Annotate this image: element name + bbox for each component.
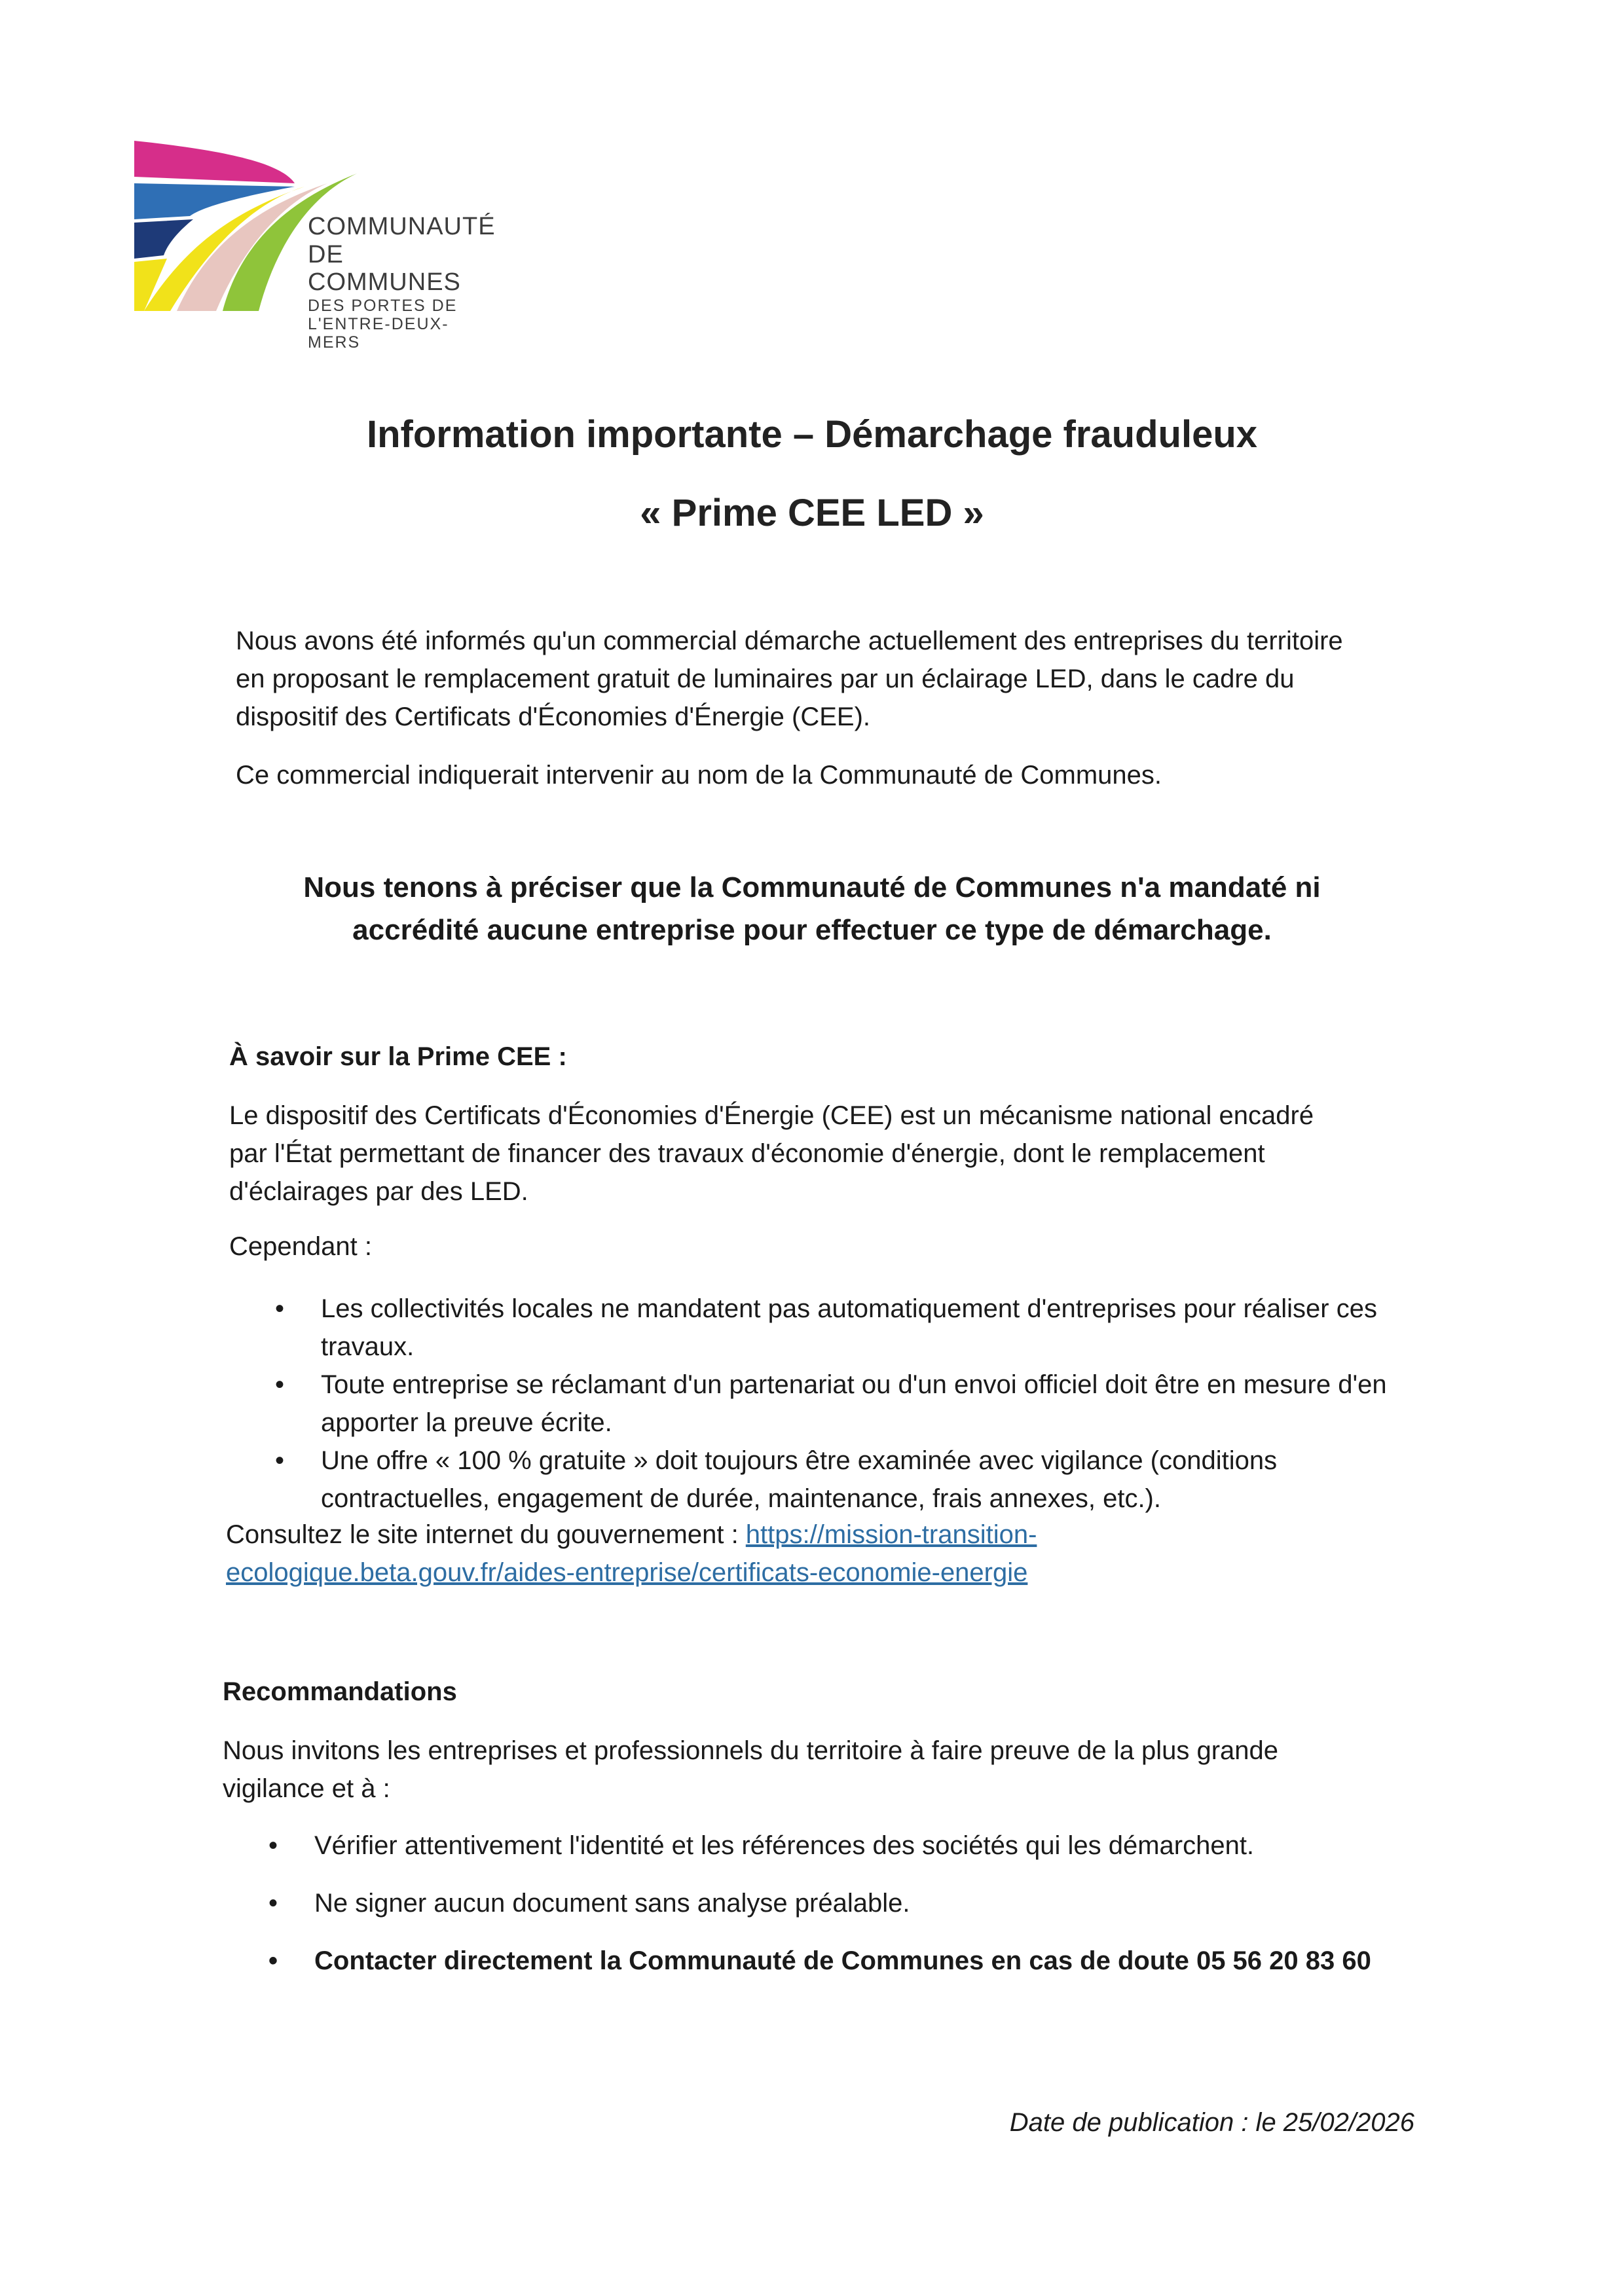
logo-line-2: DE COMMUNES — [308, 240, 461, 297]
savoir-bullet-list — [275, 1290, 1401, 1518]
logo-line-3: DES PORTES DE — [308, 296, 458, 315]
list-item-contact: • Contacter directement la Communauté de Communes en cas de doute 05 56 20 83 60 — [268, 1942, 1395, 1980]
publication-date: Date de publication : le 25/02/2026 — [1009, 2108, 1414, 2137]
logo-line-4: L'ENTRE-DEUX-MERS — [308, 314, 449, 352]
reco-heading: Recommandations — [223, 1677, 457, 1706]
logo-text — [308, 213, 498, 352]
list-item: • Vérifier attentivement l'identité et les références des sociétés qui les démarchent. — [268, 1827, 1395, 1865]
list-item: • Toute entreprise se réclamant d'un partenariat ou d'un envoi officiel doit être en mesure d'en apporter la preuve écrite. — [275, 1366, 1401, 1442]
reco-bullet-list — [268, 1827, 1395, 1980]
logo-line-1: COMMUNAUTÉ — [308, 213, 496, 240]
list-item: • Ne signer aucun document sans analyse préalable. — [268, 1884, 1395, 1922]
intro-paragraph: Nous avons été informés qu'un commercial démarche actuellement des entreprises du territoire en proposant le remplacement gratuit de luminaires par un éclairage LED, dans le cadre du dispositif des Certificats d'Économies d'Énergie (CEE). — [236, 627, 1343, 731]
consult-paragraph — [226, 1516, 1208, 1592]
reco-paragraph: Nous invitons les entreprises et professionnels du territoire à faire preuve de la plus grande vigilance et à : — [223, 1736, 1278, 1803]
government-link[interactable]: https://mission-transition-ecologique.beta.gouv.fr/aides-entreprise/certificats-economie-energie — [226, 1520, 1037, 1587]
notice-line-2: accrédité aucune entreprise pour effectuer ce type de démarchage. — [352, 914, 1272, 946]
cependant-label: Cependant : — [229, 1232, 372, 1261]
savoir-paragraph: Le dispositif des Certificats d'Économies d'Énergie (CEE) est un mécanisme national encadré par l'État permettant de financer des travaux d'économie d'énergie, dont le remplacement d'éclairages par des LED. — [229, 1101, 1314, 1206]
savoir-heading: À savoir sur la Prime CEE : — [229, 1042, 567, 1071]
notice-line-1: Nous tenons à préciser que la Communauté de Communes n'a mandaté ni — [303, 871, 1321, 903]
consult-text: Consultez le site internet du gouvernement : — [226, 1520, 746, 1549]
list-item: • Les collectivités locales ne mandatent pas automatiquement d'entreprises pour réaliser ces travaux. — [275, 1290, 1401, 1366]
page-title: Information importante – Démarchage frauduleux — [366, 413, 1258, 456]
page-subtitle: « Prime CEE LED » — [640, 492, 984, 534]
logo — [131, 137, 498, 352]
intro-paragraph-2: Ce commercial indiquerait intervenir au nom de la Communauté de Communes. — [236, 761, 1162, 790]
list-item: • Une offre « 100 % gratuite » doit toujours être examinée avec vigilance (conditions contractuelles, engagement de durée, maintenance, frais annexes, etc.). — [275, 1442, 1401, 1518]
